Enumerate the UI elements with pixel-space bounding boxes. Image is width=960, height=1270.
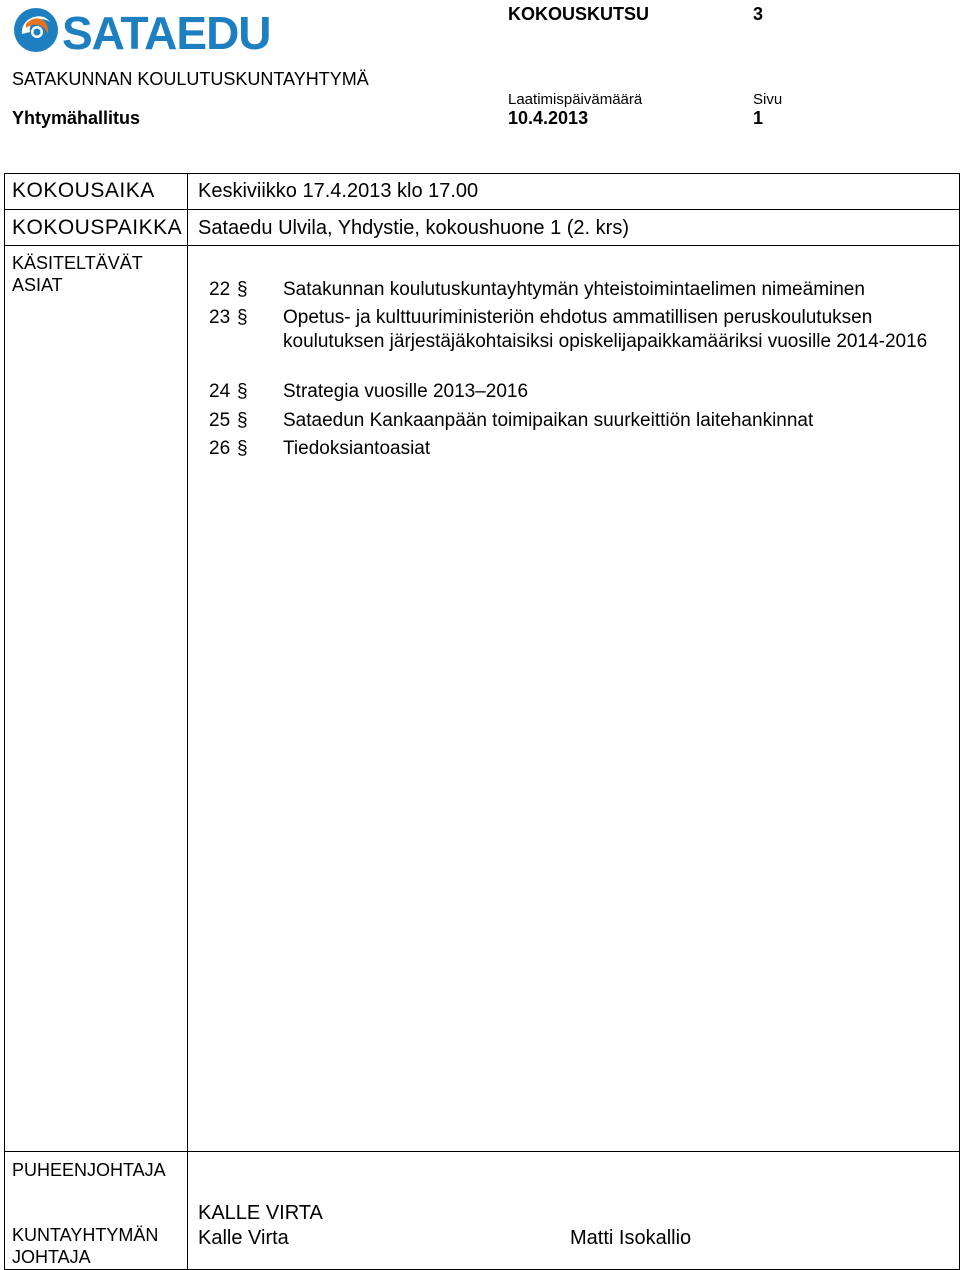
- agenda-item-text: Tiedoksiantoasiat: [283, 438, 431, 459]
- date-label: Laatimispäivämäärä: [508, 91, 643, 108]
- agenda-label-line2: ASIAT: [12, 275, 63, 295]
- chair-label: PUHEENJOHTAJA: [12, 1160, 166, 1180]
- meeting-time-value: Keskiviikko 17.4.2013 klo 17.00: [198, 180, 479, 202]
- agenda-item-text: Strategia vuosille 2013–2016: [283, 381, 529, 402]
- agenda-item-number: 23: [209, 307, 231, 328]
- section-symbol: §: [237, 410, 248, 431]
- chair-name-caps: KALLE VIRTA: [198, 1202, 323, 1224]
- document-type: KOKOUSKUTSU: [508, 4, 650, 24]
- logo-wordmark: SATAEDU: [62, 7, 271, 59]
- organization-name: SATAKUNNAN KOULUTUSKUNTAYHTYMÄ: [12, 69, 369, 89]
- page-label: Sivu: [753, 91, 783, 108]
- meeting-time-label: KOKOUSAIKA: [12, 179, 155, 202]
- chair-name: Kalle Virta: [198, 1227, 289, 1249]
- agenda-label-line1: KÄSITELTÄVÄT: [12, 253, 143, 273]
- agenda-item-text: Opetus- ja kulttuuriministeriön ehdotus ammatillisen peruskoulutuksen koulutuksen järjestäjäkohtaisiksi opiskelijapaikkamääriksi vuosille 2014-2016: [283, 307, 928, 352]
- agenda-item-number: 24: [209, 381, 231, 402]
- column-divider: [187, 173, 188, 1270]
- row-divider: [4, 1151, 960, 1152]
- agenda-item-number: 26: [209, 438, 231, 459]
- swirl-icon: [12, 4, 60, 56]
- agenda-item-number: 22: [209, 279, 231, 300]
- page-value: 1: [753, 108, 764, 128]
- row-divider: [4, 245, 960, 246]
- meeting-place-label: KOKOUSPAIKKA: [12, 216, 183, 239]
- director-name: Matti Isokallio: [570, 1227, 692, 1249]
- governing-body: Yhtymähallitus: [12, 108, 141, 128]
- director-label-line1: KUNTAYHTYMÄN: [12, 1225, 159, 1245]
- row-divider: [4, 209, 960, 210]
- date-value: 10.4.2013: [508, 108, 589, 128]
- section-symbol: §: [237, 438, 248, 459]
- document-number: 3: [753, 4, 764, 24]
- sataedu-logo: [12, 4, 271, 60]
- agenda-item-text: Satakunnan koulutuskuntayhtymän yhteistoimintaelimen nimeäminen: [283, 279, 865, 300]
- meeting-place-value: Sataedu Ulvila, Yhdystie, kokoushuone 1 (2. krs): [198, 217, 629, 239]
- section-symbol: §: [237, 279, 248, 300]
- section-symbol: §: [237, 381, 248, 402]
- section-symbol: §: [237, 307, 248, 328]
- agenda-item-number: 25: [209, 410, 231, 431]
- agenda-item-text: Sataedun Kankaanpään toimipaikan suurkeittiön laitehankinnat: [283, 410, 814, 431]
- director-label-line2: JOHTAJA: [12, 1247, 91, 1267]
